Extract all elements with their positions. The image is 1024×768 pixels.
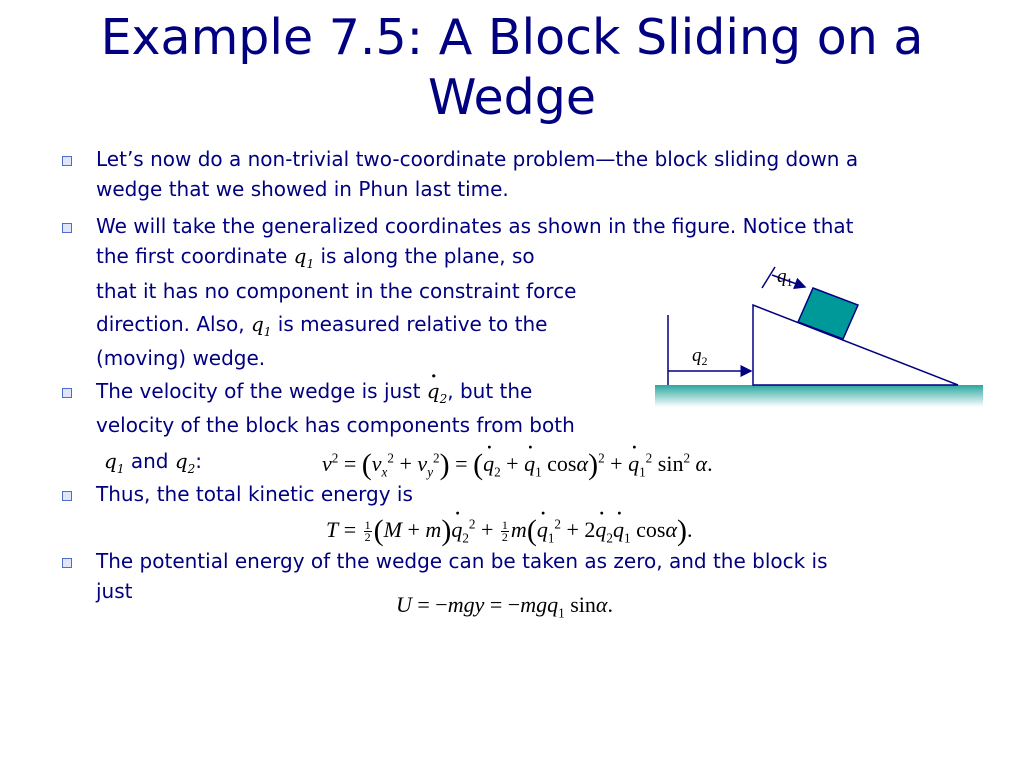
math-q2-dot: · $q_2$ — [427, 379, 447, 403]
bullet-3-line-3: $q_1$ and $q_2$: — [104, 449, 203, 476]
q1-tick — [762, 267, 775, 288]
bullet-3-text: The velocity of the wedge is just — [96, 379, 421, 403]
bullet-2-line-3: that it has no component in the constraint force — [96, 279, 577, 303]
math-q1: $q_1$ — [293, 244, 315, 271]
equation-velocity: $v^2 = (v_x^2 + v_y^2)$ = (· $q_2$ + · $q_1$ cosα)$^2$ + · $q_1^2$ $\sin^2 \alpha$. — [322, 448, 713, 482]
bullet-5-line-1: The potential energy of the wedge can be taken as zero, and the block is — [96, 549, 828, 573]
math-q2: $q_2$ — [174, 449, 196, 476]
math-q1: $q_1$ — [250, 312, 272, 339]
bullet-2-line-5: (moving) wedge. — [96, 346, 266, 370]
bullet-3-text: and — [130, 449, 169, 473]
bullet-1-line-2: wedge that we showed in Phun last time. — [96, 177, 509, 201]
bullet-2-text: direction. Also, — [96, 312, 245, 336]
wedge-figure — [650, 255, 990, 415]
bullet-marker — [62, 223, 72, 233]
bullet-2-text: the first coordinate — [96, 244, 288, 268]
bullet-1-line-1: Let’s now do a non-trivial two-coordinate problem—the block sliding down a — [96, 147, 859, 171]
bullet-3-text: , but the — [447, 379, 533, 403]
bullet-2-line-1: We will take the generalized coordinates as shown in the figure. Notice that — [96, 214, 854, 238]
label-q1: $q_1$ — [777, 266, 793, 289]
wedge — [753, 305, 958, 385]
bullet-2-line-2 — [96, 241, 535, 279]
bullet-3-line-1 — [96, 376, 532, 414]
equation-potential-energy: U = −mgy = −mgq$_1$ sinα. — [396, 592, 613, 621]
bullet-marker — [62, 558, 72, 568]
slide-title: Example 7.5: A Block Sliding on a Wedge — [100, 9, 924, 126]
bullet-marker — [62, 491, 72, 501]
label-q2: $q_2$ — [692, 345, 708, 368]
bullet-3-line-2: velocity of the block has components from both — [96, 413, 575, 437]
bullet-2-text: is along the plane, so — [320, 244, 535, 268]
bullet-marker — [62, 388, 72, 398]
math-q1: $q_1$ — [104, 449, 125, 476]
ground — [655, 385, 983, 407]
bullet-5-line-2: just — [96, 579, 133, 603]
bullet-2-text: is measured relative to the — [277, 312, 548, 336]
bullet-4-line-1: Thus, the total kinetic energy is — [96, 482, 413, 506]
bullet-2-line-4 — [96, 309, 547, 347]
equation-kinetic-energy: T = $\frac{1}{2}$ $(M + m)\cdot q_2^2$ + $\frac{1}{2}$ $m(\cdot q_1^2 + 2\cdot q_2\cdot q_1$ cosα). — [326, 514, 693, 548]
bullet-marker — [62, 156, 72, 166]
